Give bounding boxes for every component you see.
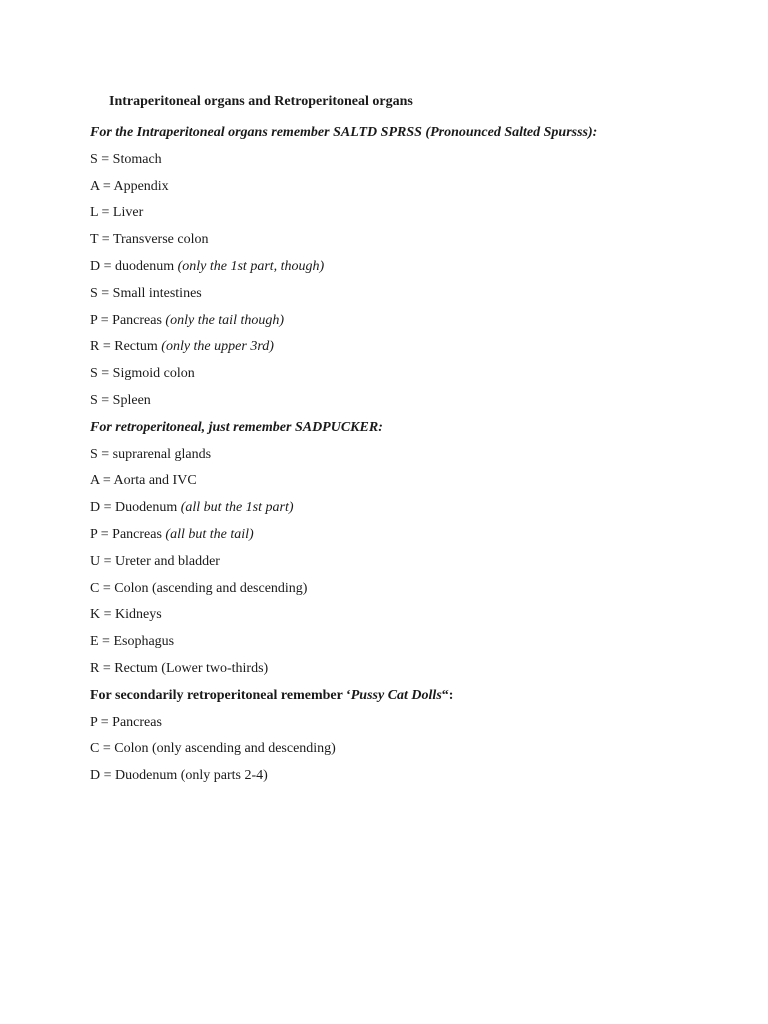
list-item	[90, 736, 730, 763]
list-item	[90, 629, 730, 656]
list-item	[90, 254, 730, 281]
item-text: S = Spleen	[90, 392, 151, 408]
list-item	[90, 147, 730, 174]
list-item	[90, 281, 730, 308]
list-item	[90, 763, 730, 790]
list-item	[90, 174, 730, 201]
list-item	[90, 602, 730, 629]
item-note: (only the upper 3rd)	[161, 339, 274, 355]
document-title: Intraperitoneal organs and Retroperitoneal organs	[109, 94, 413, 109]
list-item	[90, 388, 730, 415]
list-item	[90, 522, 730, 549]
list-item	[90, 576, 730, 603]
list-item	[90, 200, 730, 227]
list-item	[90, 656, 730, 683]
item-text: E = Esophagus	[90, 634, 175, 650]
list-item	[90, 442, 730, 469]
secondary-heading-mnemonic: Pussy Cat Dolls	[350, 687, 442, 703]
item-note: (only the 1st part, though)	[177, 258, 325, 274]
item-text: L = Liver	[90, 205, 144, 221]
item-note: (all but the tail)	[165, 526, 254, 542]
item-text: K = Kidneys	[90, 607, 162, 623]
item-text: U = Ureter and bladder	[90, 553, 220, 569]
item-note: (all but the 1st part)	[180, 500, 294, 516]
list-item	[90, 227, 730, 254]
secondary-heading-prefix: For secondarily retroperitoneal remember ‘	[90, 687, 351, 703]
item-text: P = Pancreas	[90, 312, 166, 328]
item-text: S = suprarenal glands	[90, 446, 212, 462]
item-text: P = Pancreas	[90, 714, 162, 730]
list-item	[90, 308, 730, 335]
item-text: R = Rectum (Lower two-thirds)	[90, 660, 269, 676]
item-text: C = Colon (only ascending and descending)	[90, 741, 336, 757]
intraperitoneal-heading: For the Intraperitoneal organs remember SALTD SPRSS (Pronounced Salted Spursss):	[90, 125, 598, 140]
item-text: A = Aorta and IVC	[90, 473, 197, 489]
document-body	[90, 120, 730, 790]
item-text: P = Pancreas	[90, 526, 166, 542]
item-text: T = Transverse colon	[90, 232, 209, 248]
item-note: (only the tail though)	[165, 312, 285, 328]
item-text: A = Appendix	[90, 178, 169, 194]
item-text: R = Rectum	[90, 339, 162, 355]
retroperitoneal-heading: For retroperitoneal, just remember SADPUCKER:	[90, 419, 383, 435]
item-text: D = Duodenum	[90, 500, 181, 516]
list-item	[90, 468, 730, 495]
item-text: D = Duodenum (only parts 2-4)	[90, 768, 268, 784]
secondary-heading	[90, 683, 730, 710]
list-item	[90, 334, 730, 361]
list-item	[90, 710, 730, 737]
item-text: D = duodenum	[90, 258, 178, 274]
list-item	[90, 361, 730, 388]
list-item	[90, 495, 730, 522]
list-item	[90, 549, 730, 576]
item-text: C = Colon (ascending and descending)	[90, 580, 308, 596]
item-text: S = Sigmoid colon	[90, 366, 195, 382]
item-text: S = Stomach	[90, 151, 162, 167]
secondary-heading-suffix: “:	[441, 687, 454, 703]
item-text: S = Small intestines	[90, 285, 202, 301]
